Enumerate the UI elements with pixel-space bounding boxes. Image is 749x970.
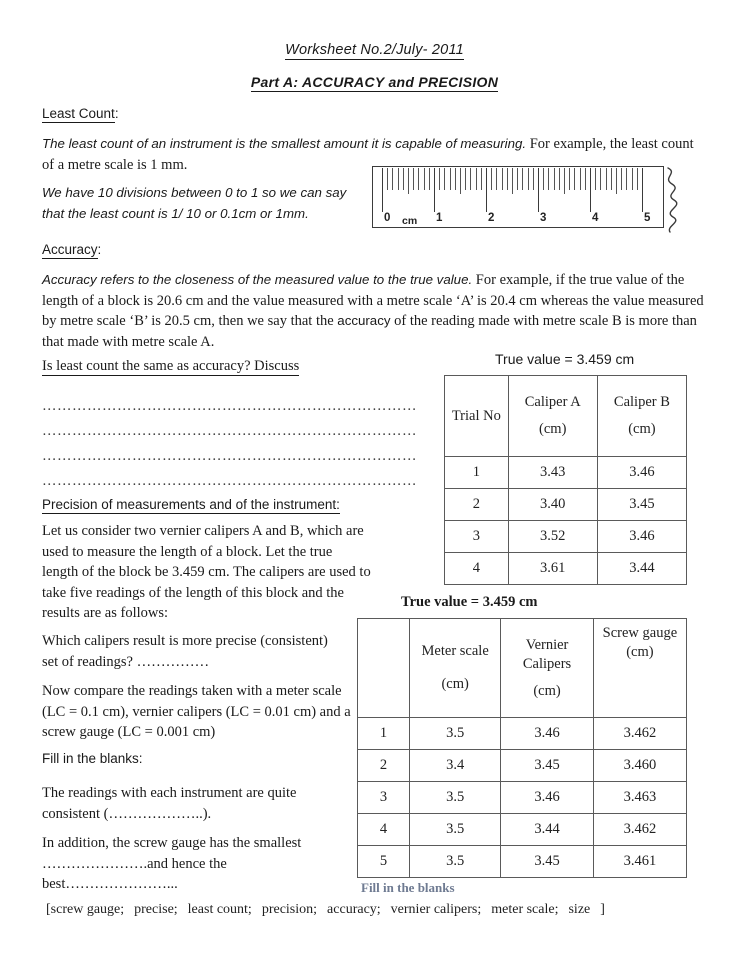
answer-line-4[interactable]: ………………………………………………………………… — [42, 473, 417, 489]
ruler-tick-minor — [413, 168, 414, 190]
heading-discuss — [42, 358, 299, 375]
table2-cell-r4-c2: 3.5 — [410, 814, 501, 846]
question-precise-readings — [42, 631, 362, 672]
table1-cell-r3-c2: 3.52 — [508, 521, 597, 553]
ruler-tick-major — [538, 168, 539, 212]
ruler-tick-minor — [606, 168, 607, 190]
question-precise-line-2[interactable]: set of readings? …………… — [42, 653, 210, 670]
ruler-figure — [372, 162, 692, 234]
heading-least-count-label: Least Count — [42, 106, 115, 121]
table-row — [445, 553, 687, 585]
word-bank-item: accuracy; — [327, 902, 381, 917]
table2-header-row — [358, 619, 687, 718]
word-bank-item: size — [568, 902, 591, 917]
table-row — [445, 521, 687, 553]
ruler-tick-minor — [418, 168, 419, 190]
table1-cell-r2-c3: 3.45 — [597, 489, 686, 521]
ruler-tick-minor — [580, 168, 581, 190]
ruler-tick-minor — [543, 168, 544, 190]
ruler-tick-minor — [611, 168, 612, 190]
page-subtitle-text: Part A: ACCURACY and PRECISION — [250, 74, 499, 90]
heading-least-count-colon: : — [114, 106, 119, 121]
ruler-tick-minor — [522, 168, 523, 190]
table2-clipped-caption: Fill in the blanks — [361, 880, 455, 895]
table2-cell-r1-c3: 3.46 — [501, 718, 594, 750]
word-bank-item: screw gauge; — [50, 902, 125, 917]
ruler-tick-minor — [450, 168, 451, 190]
table1-cell-r1-c2: 3.43 — [508, 457, 597, 489]
table2-cell-r3-c4: 3.463 — [593, 782, 686, 814]
ruler-tick-minor — [439, 168, 440, 190]
page-title — [0, 42, 749, 58]
page-subtitle — [0, 74, 749, 90]
table2-cell-r1-c2: 3.5 — [410, 718, 501, 750]
table2-cell-r5-c4: 3.461 — [593, 846, 686, 878]
ruler-tick-minor — [517, 168, 518, 190]
table2-header-vernier-line-2: Calipers — [522, 655, 572, 672]
table2-cell-r5-c2: 3.5 — [410, 846, 501, 878]
table1-cell-r2-c2: 3.40 — [508, 489, 597, 521]
table1-header-caliper-a — [508, 376, 597, 457]
table1-cell-r4-c1: 4 — [445, 553, 509, 585]
table2-header-vernier-unit: (cm) — [533, 682, 561, 699]
table1-caption: True value = 3.459 cm — [495, 351, 635, 367]
table1-cell-r1-c1: 1 — [445, 457, 509, 489]
word-bank — [46, 902, 605, 918]
ruler-tick-minor — [512, 168, 513, 194]
table-row — [358, 718, 687, 750]
heading-accuracy-label: Accuracy — [42, 242, 98, 257]
table2-cell-r2-c2: 3.4 — [410, 750, 501, 782]
table1-header-caliper-b-name: Caliper B — [613, 394, 670, 410]
table2-body — [358, 718, 687, 878]
answer-line-3[interactable]: ………………………………………………………………… — [42, 448, 417, 464]
table1-cell-r1-c3: 3.46 — [597, 457, 686, 489]
ruler-tick-major — [434, 168, 435, 212]
least-count-definition-rest: For example, the least count of a metre scale is 1 mm. — [42, 136, 694, 173]
page-title-text: Worksheet No.2/July- 2011 — [285, 42, 464, 58]
table1-header-caliper-b — [597, 376, 686, 457]
accuracy-keyword: accuracy — [337, 313, 391, 328]
ruler-tick-minor — [387, 168, 388, 190]
ruler-break-icon — [658, 162, 692, 239]
table2-header-screw-gauge-unit: (cm) — [626, 644, 654, 660]
heading-accuracy — [42, 242, 101, 257]
table2-header-meter-scale-name: Meter scale — [421, 643, 489, 659]
ruler-tick-minor — [429, 168, 430, 190]
table2-cell-r2-c3: 3.45 — [501, 750, 594, 782]
ruler-tick-minor — [491, 168, 492, 190]
ruler-tick-minor — [460, 168, 461, 194]
ruler-number-5: 5 — [644, 212, 651, 224]
heading-least-count — [42, 106, 119, 121]
ruler-tick-minor — [585, 168, 586, 190]
ruler-tick-minor — [496, 168, 497, 190]
table-row — [358, 782, 687, 814]
ruler-tick-minor — [554, 168, 555, 190]
table2-cell-r1-c1: 1 — [358, 718, 410, 750]
table-row — [358, 750, 687, 782]
table-row — [445, 457, 687, 489]
table1-header-row — [445, 376, 687, 457]
ruler-tick-minor — [444, 168, 445, 190]
ruler-number-4: 4 — [592, 212, 599, 224]
ruler-tick-minor — [507, 168, 508, 190]
ruler-tick-major — [382, 168, 383, 212]
question-precise-line-1: Which calipers result is more precise (consistent) — [42, 633, 328, 649]
ruler-tick-major — [486, 168, 487, 212]
table2-header-vernier-calipers — [501, 619, 594, 718]
table2-cell-r5-c3: 3.45 — [501, 846, 594, 878]
ruler-tick-minor — [632, 168, 633, 190]
word-bank-item: precision; — [261, 902, 318, 917]
ruler-tick-minor — [600, 168, 601, 190]
answer-line-2[interactable]: ………………………………………………………………… — [42, 423, 417, 439]
ruler-tick-major — [642, 168, 643, 212]
table-instrument-readings — [357, 618, 687, 878]
table-row — [445, 489, 687, 521]
ruler-tick-minor — [392, 168, 393, 190]
ruler-unit-label: cm — [402, 215, 418, 227]
table1-header-caliper-a-unit: (cm) — [539, 421, 567, 437]
accuracy-definition-italic: Accuracy refers to the closeness of the measured value to the true value. — [42, 272, 473, 287]
table2-cell-r3-c3: 3.46 — [501, 782, 594, 814]
ruler-tick-minor — [626, 168, 627, 190]
table2-cell-r1-c4: 3.462 — [593, 718, 686, 750]
table2-header-meter-scale — [410, 619, 501, 718]
table2-cell-r3-c2: 3.5 — [410, 782, 501, 814]
ruler-tick-minor — [408, 168, 409, 194]
table-caliper-readings — [444, 375, 687, 585]
ruler-tick-minor — [465, 168, 466, 190]
word-bank-item: precise; — [134, 902, 178, 917]
table2-caption: True value = 3.459 cm — [401, 594, 538, 610]
ruler-note-line-1: We have 10 divisions between 0 to 1 so we can say — [42, 185, 347, 200]
ruler-tick-minor — [569, 168, 570, 190]
table1-header-trial: Trial No — [445, 376, 509, 457]
accuracy-definition — [42, 270, 710, 352]
table1-cell-r4-c3: 3.44 — [597, 553, 686, 585]
table1-body — [445, 457, 687, 585]
table1-cell-r3-c1: 3 — [445, 521, 509, 553]
ruler-tick-minor — [616, 168, 617, 194]
ruler-number-3: 3 — [540, 212, 547, 224]
table2-cell-r4-c1: 4 — [358, 814, 410, 846]
accuracy-definition-rest-b: of the reading made with metre scale B is more than that made with metre scale A. — [42, 313, 697, 350]
compare-paragraph: Now compare the readings taken with a meter scale (LC = 0.1 cm), vernier calipers (LC = 0.01 cm) and a screw gauge (LC = 0.001 cm) — [42, 683, 351, 740]
word-bank-item: meter scale; — [491, 902, 559, 917]
table2-header-vernier-line-1: Vernier — [525, 636, 569, 653]
ruler-tick-minor — [564, 168, 565, 194]
ruler-tick-minor — [424, 168, 425, 190]
heading-accuracy-colon: : — [97, 242, 102, 257]
table1-cell-r4-c2: 3.61 — [508, 553, 597, 585]
ruler-tick-minor — [470, 168, 471, 190]
table2-header-screw-gauge — [593, 619, 686, 718]
word-bank-words — [51, 902, 601, 917]
blank-statement-1[interactable]: The readings with each instrument are quite consistent (………………..). — [42, 785, 297, 822]
word-bank-item: least count; — [187, 902, 252, 917]
ruler-note — [42, 182, 372, 224]
ruler-tick-minor — [398, 168, 399, 190]
table2-cell-r4-c4: 3.462 — [593, 814, 686, 846]
ruler-tick-minor — [528, 168, 529, 190]
ruler-tick-minor — [502, 168, 503, 190]
ruler-tick-minor — [574, 168, 575, 190]
precision-paragraph: Let us consider two vernier calipers A and B, which are used to measure the length of a block. Let the true length of the block be 3.459 cm. The calipers are used to take five readings of the length of this block and the results are as follows: — [42, 523, 371, 621]
ruler-tick-minor — [455, 168, 456, 190]
word-bank-open-bracket: [ — [46, 902, 51, 917]
table2-cell-r4-c3: 3.44 — [501, 814, 594, 846]
ruler-tick-minor — [476, 168, 477, 190]
ruler-tick-minor — [403, 168, 404, 190]
least-count-definition-italic: The least count of an instrument is the smallest amount it is capable of measuring. — [42, 136, 527, 151]
ruler-number-2: 2 — [488, 212, 495, 224]
fill-in-the-blanks-heading: Fill in the blanks: — [42, 751, 143, 766]
ruler-tick-minor — [533, 168, 534, 190]
table2-cell-r3-c1: 3 — [358, 782, 410, 814]
table1-cell-r3-c3: 3.46 — [597, 521, 686, 553]
table2-header-index — [358, 619, 410, 718]
ruler-number-0: 0 — [384, 212, 391, 224]
ruler-tick-minor — [621, 168, 622, 190]
table1-header-caliper-a-name: Caliper A — [524, 394, 581, 410]
ruler-tick-minor — [481, 168, 482, 190]
table2-header-screw-gauge-name: Screw gauge — [602, 625, 678, 641]
ruler-tick-minor — [548, 168, 549, 190]
table-row — [358, 846, 687, 878]
ruler-number-1: 1 — [436, 212, 443, 224]
table1-header-caliper-b-unit: (cm) — [628, 421, 656, 437]
heading-precision-label: Precision of measurements and of the instrument: — [42, 497, 340, 512]
ruler-tick-major — [590, 168, 591, 212]
accuracy-definition-rest-a: For example, if the true value of the length of a block is 20.6 cm and the value measured with a metre scale ‘A’ is 20.4 cm whereas the value measured by metre scale ‘B’ is 20.5 cm, then we say that the — [42, 272, 704, 329]
table1-cell-r2-c1: 2 — [445, 489, 509, 521]
table-row — [358, 814, 687, 846]
table2-cell-r2-c4: 3.460 — [593, 750, 686, 782]
word-bank-close-bracket: ] — [600, 902, 605, 917]
ruler-tick-minor — [595, 168, 596, 190]
table2-cell-r2-c1: 2 — [358, 750, 410, 782]
table2-cell-r5-c1: 5 — [358, 846, 410, 878]
table2-header-meter-scale-unit: (cm) — [441, 676, 469, 692]
answer-line-1[interactable]: ………………………………………………………………… — [42, 398, 417, 414]
ruler-tick-minor — [559, 168, 560, 190]
heading-discuss-label: Is least count the same as accuracy? Discuss — [42, 358, 300, 374]
ruler-note-line-2: that the least count is 1/ 10 or 0.1cm or 1mm. — [42, 206, 309, 221]
ruler-tick-minor — [637, 168, 638, 190]
heading-precision — [42, 497, 340, 512]
blank-statement-2[interactable]: In addition, the screw gauge has the smallest ………………….and hence the best…………………... — [42, 835, 302, 892]
word-bank-item: vernier calipers; — [390, 902, 482, 917]
